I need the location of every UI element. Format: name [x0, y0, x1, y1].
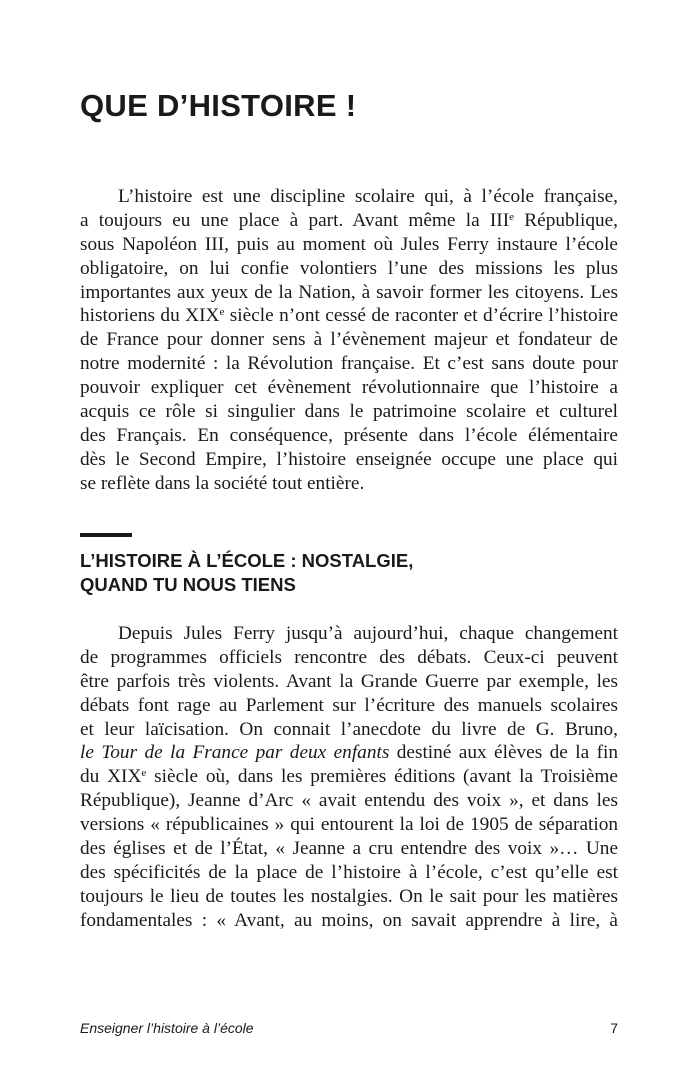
text-segment: des églises et de l’État, « Jeanne a cru entendre des voix »… Une — [80, 838, 618, 860]
text-line — [80, 646, 618, 670]
text-line — [80, 813, 618, 837]
text-segment: a toujours eu une place à part. Avant même la III — [80, 209, 510, 231]
text-segment: des Français. En conséquence, présente dans l’école élémentaire — [80, 424, 618, 446]
text-segment: destiné aux élèves de la fin — [389, 742, 618, 764]
text-line — [80, 233, 618, 257]
section-heading-line: L’HISTOIRE À L’ÉCOLE : NOSTALGIE, — [80, 550, 414, 571]
text-segment: République, — [514, 209, 618, 231]
text-segment: importantes aux yeux de la Nation, à savoir former les citoyens. Les — [80, 281, 618, 303]
text-segment: être parfois très violents. Avant la Grande Guerre par exemple, les — [80, 670, 618, 692]
text-line — [80, 765, 618, 789]
superscript: e — [509, 210, 515, 223]
text-segment: du XIX — [80, 766, 142, 788]
section-paragraph — [80, 622, 618, 933]
text-segment: fondamentales : « Avant, au moins, on savait apprendre à lire, à — [80, 909, 618, 931]
text-segment: Depuis Jules Ferry jusqu’à aujourd’hui, chaque changement — [118, 623, 618, 644]
text-segment: des spécificités de la place de l’histoire à l’école, c’est qu’elle est — [80, 861, 618, 883]
text-segment: pouvoir expliquer cet évènement révolutionnaire que l’histoire a — [80, 377, 618, 399]
text-line — [80, 352, 618, 376]
text-segment: République), Jeanne d’Arc « avait entendu des voix », et dans les — [80, 790, 618, 812]
page-title: QUE D’HISTOIRE ! — [80, 88, 357, 123]
page-number: 7 — [610, 1020, 618, 1036]
text-segment: historiens du XIX — [80, 305, 220, 327]
text-segment: obligatoire, on lui confie volontiers l’une des missions les plus — [80, 257, 618, 279]
text-segment: siècle où, dans les premières éditions (avant la Troisième — [146, 766, 618, 788]
text-line — [80, 376, 618, 400]
section-heading — [80, 549, 413, 597]
text-line — [80, 861, 618, 885]
text-line — [80, 909, 618, 933]
text-line — [80, 424, 618, 448]
text-segment: acquis ce rôle si singulier dans le patrimoine scolaire et culturel — [80, 401, 618, 423]
text-line — [80, 741, 618, 765]
text-line — [80, 328, 618, 352]
section-heading-line: QUAND TU NOUS TIENS — [80, 574, 296, 595]
text-segment: notre modernité : la Révolution française. Et c’est sans doute pour — [80, 353, 618, 375]
text-line — [80, 257, 618, 281]
superscript: e — [219, 306, 225, 319]
running-footer-title: Enseigner l’histoire à l’école — [80, 1020, 254, 1036]
text-line — [80, 400, 618, 424]
text-line — [80, 304, 618, 328]
text-line — [80, 448, 618, 472]
text-segment: sous Napoléon III, puis au moment où Jules Ferry instaure l’école — [80, 233, 618, 255]
text-segment: de France pour donner sens à l’évènement majeur et fondateur de — [80, 329, 618, 351]
text-line — [80, 622, 618, 646]
text-line — [80, 185, 618, 209]
text-segment: de programmes officiels rencontre des débats. Ceux-ci peuvent — [80, 646, 618, 668]
text-line — [80, 209, 618, 233]
section-divider — [80, 533, 132, 537]
text-segment: toujours le lieu de toutes les nostalgies. On le sait pour les matières — [80, 885, 618, 907]
text-segment: L’histoire est une discipline scolaire qui, à l’école française, — [118, 186, 618, 207]
text-line — [80, 885, 618, 909]
text-segment: versions « républicaines » qui entourent la loi de 1905 de séparation — [80, 814, 618, 836]
text-segment: se reflète dans la société tout entière. — [80, 472, 365, 494]
text-segment: dès le Second Empire, l’histoire enseignée occupe une place qui — [80, 448, 618, 470]
text-line — [80, 670, 618, 694]
text-line — [80, 472, 618, 496]
superscript: e — [141, 767, 147, 780]
text-line — [80, 281, 618, 305]
text-segment: débats font rage au Parlement sur l’écriture des manuels scolaires — [80, 694, 618, 716]
text-line — [80, 789, 618, 813]
text-line — [80, 837, 618, 861]
text-segment: siècle n’ont cessé de raconter et d’écrire l’histoire — [224, 305, 619, 327]
text-line — [80, 694, 618, 718]
intro-paragraph — [80, 185, 618, 496]
text-line — [80, 718, 618, 742]
italic-title: le Tour de la France par deux enfants — [80, 742, 390, 764]
text-segment: et leur laïcisation. On connait l’anecdote du livre de G. Bruno, — [80, 718, 618, 740]
